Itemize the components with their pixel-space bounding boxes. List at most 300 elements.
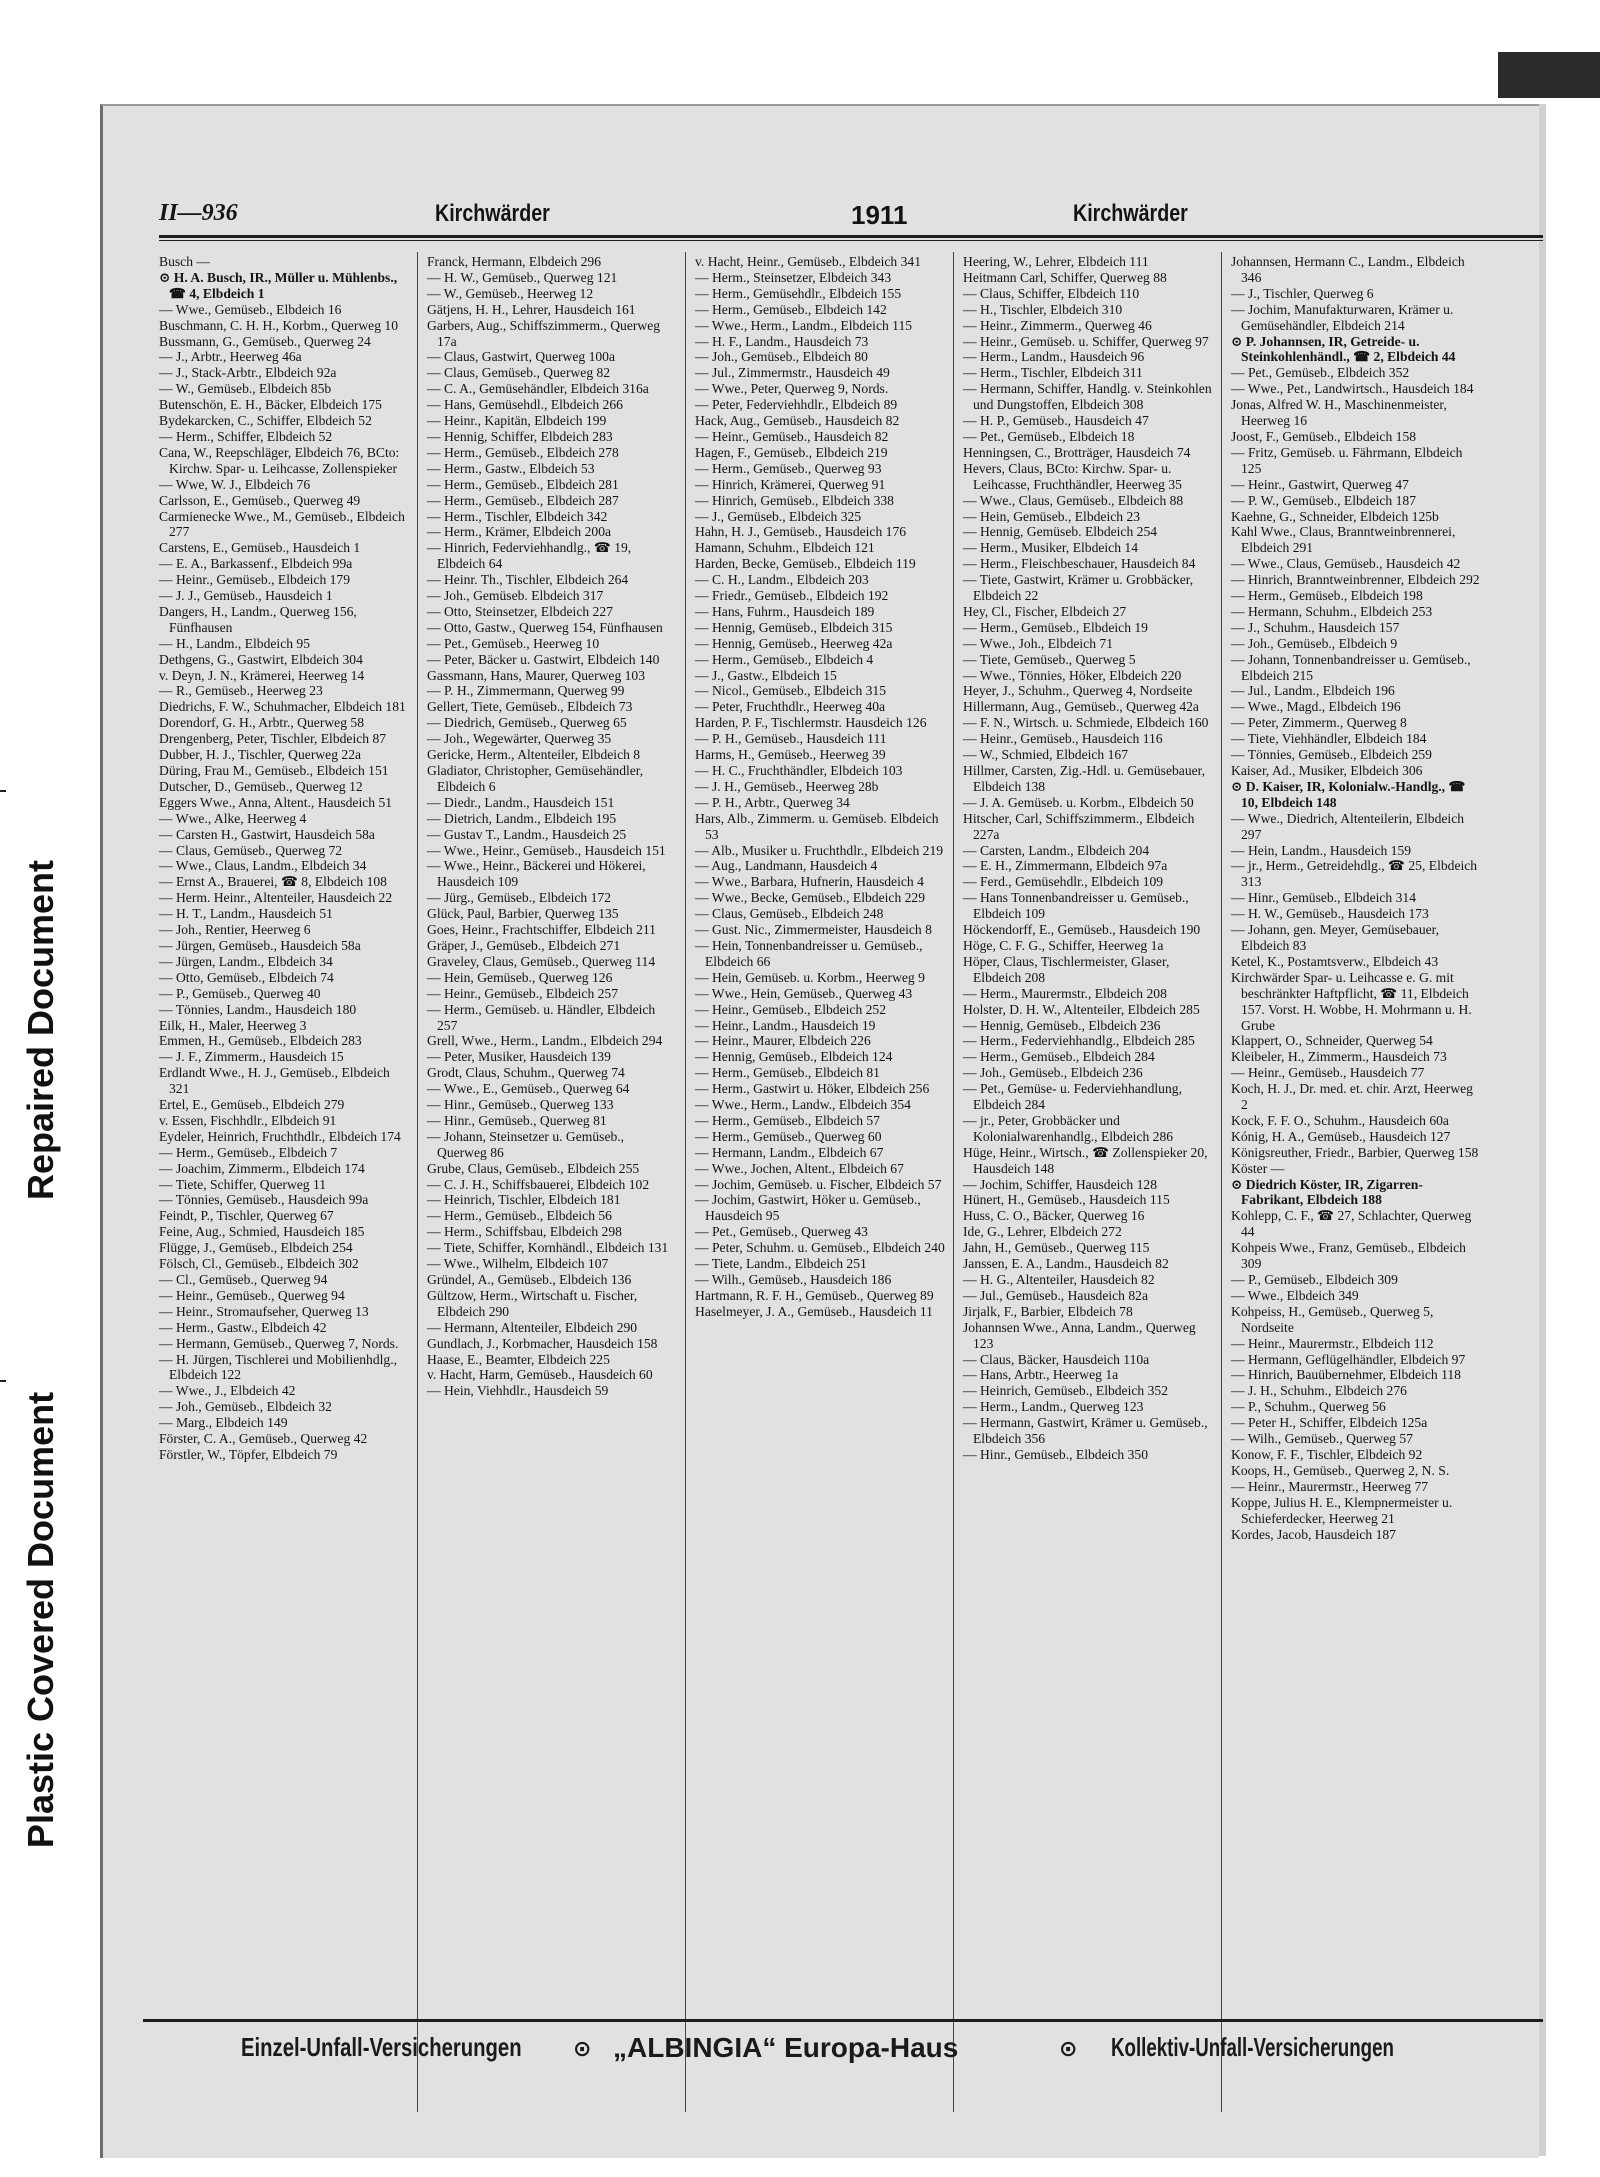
directory-entry: v. Hacht, Heinr., Gemüseb., Elbdeich 341 <box>695 254 922 269</box>
directory-entry: Johannsen Wwe., Anna, Landm., Querweg 123 <box>963 1319 1196 1351</box>
directory-entry: — Herm., Gemüseb., Elbdeich 198 <box>1231 588 1423 604</box>
directory-entry: — Fritz, Gemüseb. u. Fährmann, Elbdeich 125 <box>1231 444 1463 476</box>
directory-entry: — Joh., Wegewärter, Querweg 35 <box>427 731 612 747</box>
directory-entry: Kaiser, Ad., Musiker, Elbdeich 306 <box>1231 763 1423 778</box>
directory-entry: Dutscher, D., Gemüseb., Querweg 12 <box>159 778 363 794</box>
directory-entry: Hillmer, Carsten, Zig.-Hdl. u. Gemüsebauer, Elbdeich 138 <box>963 763 1206 794</box>
directory-entry: Harden, Becke, Gemüseb., Elbdeich 119 <box>695 556 916 572</box>
directory-entry: Carmienecke Wwe., M., Gemüseb., Elbdeich 277 <box>159 508 405 540</box>
directory-entry: — Herm., Krämer, Elbdeich 200a <box>427 524 612 540</box>
directory-entry: — Jürgen, Landm., Elbdeich 34 <box>159 953 333 969</box>
footer-separator: ⊙ <box>1059 2036 1078 2061</box>
directory-entry: Gellert, Tiete, Gemüseb., Elbdeich 73 <box>427 699 633 715</box>
directory-entry: — Jochim, Schiffer, Hausdeich 128 <box>963 1176 1158 1192</box>
directory-entry: — Heinr., Gemüseb., Hausdeich 116 <box>963 731 1163 747</box>
directory-entry: Kock, F. F. O., Schuhm., Hausdeich 60a <box>1231 1112 1449 1128</box>
directory-entry: Gladiator, Christopher, Gemüsehändler, Elbdeich 6 <box>427 763 644 794</box>
repaired-document-label: Repaired Document <box>20 859 61 1201</box>
directory-entry: Kohpeiss, H., Gemüseb., Querweg 5, Nordseite <box>1231 1303 1434 1335</box>
directory-entry: Heyer, J., Schuhm., Querweg 4, Nordseite <box>963 683 1193 699</box>
directory-entry: — Joh., Rentier, Heerweg 6 <box>159 922 311 938</box>
directory-entry: — Herm., Maurermstr., Elbdeich 208 <box>963 985 1167 1001</box>
column-divider <box>685 252 686 2112</box>
directory-entry: Hillermann, Aug., Gemüseb., Querweg 42a <box>963 699 1199 715</box>
directory-entry: — Hein, Tonnenbandreisser u. Gemüseb., Elbdeich 66 <box>695 937 923 969</box>
directory-entry: Buschmann, C. H. H., Korbm., Querweg 10 <box>159 317 398 333</box>
directory-entry: — Hennig, Schiffer, Elbdeich 283 <box>427 428 613 444</box>
directory-entry: Harms, H., Gemüseb., Heerweg 39 <box>695 747 886 763</box>
directory-entry: — Herm., Gemüseb., Elbdeich 142 <box>695 301 887 317</box>
directory-entry: — Hermann, Schuhm., Elbdeich 253 <box>1231 603 1433 619</box>
directory-entry: — Heinr. Th., Tischler, Elbdeich 264 <box>427 572 629 588</box>
directory-entry: Carlsson, E., Gemüseb., Querweg 49 <box>159 492 361 508</box>
directory-entry: — Wwe., Alke, Heerweg 4 <box>159 810 307 826</box>
directory-entry: — Wilh., Gemüseb., Hausdeich 186 <box>695 1272 892 1287</box>
directory-entry: Koppe, Julius H. E., Klempnermeister u. Schieferdecker, Heerweg 21 <box>1231 1494 1453 1526</box>
directory-entry: — Herm., Federviehhandlg., Elbdeich 285 <box>963 1033 1195 1049</box>
tick-mark <box>0 790 6 792</box>
directory-entry: — Tiete, Gastwirt, Krämer u. Grobbäcker, Elbdeich 22 <box>963 572 1194 604</box>
directory-entry: — Diedrich, Gemüseb., Querweg 65 <box>427 715 627 731</box>
directory-entry: Gundlach, J., Korbmacher, Hausdeich 158 <box>427 1335 658 1351</box>
directory-entry: — W., Schmied, Elbdeich 167 <box>963 747 1128 763</box>
directory-entry: Graveley, Claus, Gemüseb., Querweg 114 <box>427 953 656 969</box>
directory-entry: — Joachim, Zimmerm., Elbdeich 174 <box>159 1160 365 1176</box>
directory-entry: Busch — <box>159 254 210 269</box>
directory-entry: — Hinrich, Gemüseb., Elbdeich 338 <box>695 492 894 508</box>
directory-entry: — Herm. Heinr., Altenteiler, Hausdeich 22 <box>159 890 393 906</box>
directory-entry: Eydeler, Heinrich, Fruchthdlr., Elbdeich 174 <box>159 1128 401 1144</box>
directory-entry: — Peter, Musiker, Hausdeich 139 <box>427 1049 611 1065</box>
directory-entry: — Hennig, Gemüseb., Elbdeich 124 <box>695 1049 893 1065</box>
directory-entry: Feindt, P., Tischler, Querweg 67 <box>159 1208 334 1224</box>
directory-entry: — P., Gemüseb., Querweg 40 <box>159 985 321 1001</box>
directory-entry: Feine, Aug., Schmied, Hausdeich 185 <box>159 1224 365 1240</box>
directory-entry: — H. F., Landm., Hausdeich 73 <box>695 333 869 349</box>
directory-entry: — H. W., Gemüseb., Querweg 121 <box>427 269 618 285</box>
directory-entry: — H. T., Landm., Hausdeich 51 <box>159 906 333 922</box>
directory-entry: — Herm., Gemüseb., Elbdeich 4 <box>695 651 874 667</box>
directory-entry: — Peter, Federviehhdlr., Elbdeich 89 <box>695 397 898 413</box>
directory-entry: Gätjens, H. H., Lehrer, Hausdeich 161 <box>427 301 636 317</box>
directory-entry: — Jürgen, Gemüseb., Hausdeich 58a <box>159 937 361 953</box>
directory-entry: — H. W., Gemüseb., Hausdeich 173 <box>1231 906 1429 922</box>
directory-entry: — Hinrich, Krämerei, Querweg 91 <box>695 476 886 492</box>
directory-entry: — Herm., Gemüseb., Querweg 93 <box>695 460 882 476</box>
directory-entry: — J., Stack-Arbtr., Elbdeich 92a <box>159 365 337 381</box>
directory-entry: — Peter, Zimmerm., Querweg 8 <box>1231 715 1407 731</box>
directory-entry: — Johann, Steinsetzer u. Gemüseb., Querweg 86 <box>427 1128 625 1160</box>
directory-entry: — Wwe., Heinr., Bäckerei und Hökerei, Hausdeich 109 <box>427 858 646 890</box>
directory-column-4 <box>963 254 1213 1463</box>
directory-entry: Höge, C. F. G., Schiffer, Heerweg 1a <box>963 937 1164 953</box>
directory-entry: Drengenberg, Peter, Tischler, Elbdeich 87 <box>159 731 387 747</box>
directory-entry: ⊙ D. Kaiser, IR, Kolonialw.-Handlg., ☎ 10, Elbdeich 148 <box>1231 778 1466 810</box>
directory-entry: — Herm., Gastwirt u. Höker, Elbdeich 256 <box>695 1081 930 1097</box>
directory-entry: Ketel, K., Postamtsverw., Elbdeich 43 <box>1231 953 1439 969</box>
directory-entry: — Herm., Gemüseb., Elbdeich 56 <box>427 1208 612 1224</box>
directory-entry: Bussmann, G., Gemüseb., Querweg 24 <box>159 333 371 349</box>
directory-entry: — Wwe, W. J., Elbdeich 76 <box>159 476 311 492</box>
document-status-strip <box>0 780 82 1960</box>
directory-entry: — Wwe., Pet., Landwirtsch., Hausdeich 184 <box>1231 381 1474 397</box>
directory-entry: — Herm., Gemüseb., Elbdeich 7 <box>159 1144 338 1160</box>
directory-entry: — H. G., Altenteiler, Hausdeich 82 <box>963 1272 1155 1287</box>
directory-entry: — W., Gemüseb., Heerweg 12 <box>427 285 594 301</box>
directory-entry: — Herm., Tischler, Elbdeich 311 <box>963 365 1143 381</box>
directory-entry: — Joh., Gemüseb., Elbdeich 9 <box>1231 635 1398 651</box>
directory-entry: — Wwe., Diedrich, Altenteilerin, Elbdeich 297 <box>1231 810 1465 842</box>
directory-column-2 <box>427 254 677 1399</box>
directory-entry: — jr., Peter, Grobbäcker und Kolonialwarenhandlg., Elbdeich 286 <box>963 1112 1174 1144</box>
directory-entry: Fölsch, Cl., Gemüseb., Elbdeich 302 <box>159 1256 359 1272</box>
directory-entry: — Hans Tonnenbandreisser u. Gemüseb., Elbdeich 109 <box>963 890 1189 922</box>
directory-entry: Köster — <box>1231 1160 1285 1176</box>
directory-entry: — Herm., Gemüseb., Elbdeich 57 <box>695 1112 880 1128</box>
directory-entry: Haase, E., Beamter, Elbdeich 225 <box>427 1351 610 1367</box>
directory-entry: — Claus, Gastwirt, Querweg 100a <box>427 349 616 365</box>
directory-entry: Gültzow, Herm., Wirtschaft u. Fischer, Elbdeich 290 <box>427 1287 638 1319</box>
directory-entry: Hüge, Heinr., Wirtsch., ☎ Zollenspieker 20, Hausdeich 148 <box>963 1144 1208 1176</box>
directory-entry: — Wwe., Herm., Landm., Elbdeich 115 <box>695 317 913 333</box>
directory-entry: — Joh., Gemüseb., Elbdeich 32 <box>159 1399 332 1415</box>
directory-entry: — P., Schuhm., Querweg 56 <box>1231 1399 1386 1415</box>
directory-entry: Bydekarcken, C., Schiffer, Elbdeich 52 <box>159 413 372 429</box>
page-number: II—936 <box>159 200 238 226</box>
directory-entry: — C. J. H., Schiffsbauerei, Elbdeich 102 <box>427 1176 650 1192</box>
footer-center-text: „ALBINGIA“ Europa-Haus <box>613 2032 959 2063</box>
directory-entry: Gräper, J., Gemüseb., Elbdeich 271 <box>427 937 621 953</box>
header-rule-thin <box>159 240 1543 241</box>
directory-entry: Ide, G., Lehrer, Elbdeich 272 <box>963 1224 1122 1240</box>
directory-entry: — J., Gastw., Elbdeich 15 <box>695 667 837 683</box>
directory-entry: — Hinr., Gemüseb., Querweg 133 <box>427 1097 614 1113</box>
directory-entry: — Heinr., Gemüseb., Elbdeich 179 <box>159 572 351 588</box>
place-heading-right: Kirchwärder <box>1073 200 1188 227</box>
directory-entry: — H. P., Gemüseb., Hausdeich 47 <box>963 413 1149 429</box>
directory-entry: Kohpeis Wwe., Franz, Gemüseb., Elbdeich 309 <box>1231 1240 1466 1272</box>
directory-entry: Hamann, Schuhm., Elbdeich 121 <box>695 540 875 556</box>
advertisement-footer <box>143 2028 1543 2068</box>
directory-entry: — Hein, Landm., Hausdeich 159 <box>1231 842 1412 858</box>
directory-entry: — Hermann, Schiffer, Handlg. v. Steinkohlen und Dungstoffen, Elbdeich 308 <box>963 381 1212 413</box>
directory-entry: — Hein, Gemüseb., Querweg 126 <box>427 969 613 985</box>
directory-entry: — Hinr., Gemüseb., Elbdeich 314 <box>1231 890 1416 906</box>
directory-entry: Hevers, Claus, BCto: Kirchw. Spar- u. Leihcasse, Fruchthändler, Heerweg 35 <box>963 460 1182 492</box>
directory-entry: — Tiete, Viehhändler, Elbdeich 184 <box>1231 731 1427 747</box>
directory-entry: — Wwe., Claus, Landm., Elbdeich 34 <box>159 858 367 874</box>
directory-entry: — H. Jürgen, Tischlerei und Mobilienhdlg., Elbdeich 122 <box>159 1351 398 1383</box>
directory-entry: — P. H., Gemüseb., Hausdeich 111 <box>695 731 887 747</box>
directory-entry: — Herm., Landm., Querweg 123 <box>963 1399 1144 1415</box>
directory-entry: Gericke, Herm., Altenteiler, Elbdeich 8 <box>427 747 641 763</box>
directory-entry: — J. A. Gemüseb. u. Korbm., Elbdeich 50 <box>963 794 1194 810</box>
footer-rule <box>143 2019 1543 2022</box>
directory-entry: — Gustav T., Landm., Hausdeich 25 <box>427 826 627 842</box>
directory-page <box>100 104 1539 2158</box>
directory-column-5 <box>1231 254 1481 1542</box>
directory-entry: Gassmann, Hans, Maurer, Querweg 103 <box>427 667 646 683</box>
directory-entry: — Joh., Gemüseb., Elbdeich 80 <box>695 349 868 365</box>
directory-entry: Höckendorff, E., Gemüseb., Hausdeich 190 <box>963 922 1201 938</box>
column-divider <box>417 252 418 2112</box>
directory-entry: Holster, D. H. W., Altenteiler, Elbdeich 285 <box>963 1001 1200 1017</box>
directory-entry: Diedrichs, F. W., Schuhmacher, Elbdeich 181 <box>159 699 406 715</box>
directory-entry: — Hinrich, Federviehhandlg., ☎ 19, Elbdeich 64 <box>427 540 632 572</box>
directory-entry: — Pet., Gemüseb., Elbdeich 18 <box>963 428 1135 444</box>
directory-entry: Grell, Wwe., Herm., Landm., Elbdeich 294 <box>427 1033 663 1049</box>
directory-entry: — J., Tischler, Querweg 6 <box>1231 285 1374 301</box>
directory-entry: — P., Gemüseb., Elbdeich 309 <box>1231 1272 1398 1287</box>
directory-entry: — J., Gemüseb., Elbdeich 325 <box>695 508 862 524</box>
directory-entry: — Carsten, Landm., Elbdeich 204 <box>963 842 1150 858</box>
directory-entry: — Jul., Gemüseb., Hausdeich 82a <box>963 1287 1148 1303</box>
directory-entry: Jahn, H., Gemüseb., Querweg 115 <box>963 1240 1150 1256</box>
directory-entry: — Pet., Gemüse- u. Federviehhandlung, Elbdeich 284 <box>963 1081 1182 1113</box>
directory-entry: — Peter, Schuhm. u. Gemüseb., Elbdeich 240 <box>695 1240 945 1256</box>
directory-entry: — Herm., Gastw., Elbdeich 53 <box>427 460 595 476</box>
directory-entry: Harden, P. F., Tischlermstr. Hausdeich 126 <box>695 715 927 731</box>
directory-entry: — Heinr., Gemüseb., Hausdeich 82 <box>695 428 889 444</box>
directory-entry: — Heinr., Gemüseb. u. Schiffer, Querweg 97 <box>963 333 1209 349</box>
directory-entry: — Tönnies, Gemüseb., Elbdeich 259 <box>1231 747 1432 763</box>
directory-entry: — Herm., Steinsetzer, Elbdeich 343 <box>695 269 892 285</box>
directory-entry: Garbers, Aug., Schiffszimmerm., Querweg 17a <box>427 317 661 349</box>
directory-entry: — P. H., Arbtr., Querweg 34 <box>695 794 850 810</box>
directory-entry: — Ernst A., Brauerei, ☎ 8, Elbdeich 108 <box>159 874 387 890</box>
directory-entry: — Tiete, Gemüseb., Querweg 5 <box>963 651 1136 667</box>
directory-entry: — Wwe., Herm., Landw., Elbdeich 354 <box>695 1097 911 1113</box>
directory-entry: Ertel, E., Gemüseb., Elbdeich 279 <box>159 1097 345 1113</box>
directory-entry: Kaehne, G., Schneider, Elbdeich 125b <box>1231 508 1439 524</box>
footer-separator: ⊙ <box>573 2036 592 2061</box>
directory-entry: Hünert, H., Gemüseb., Hausdeich 115 <box>963 1192 1170 1208</box>
directory-entry: — Herm., Schiffer, Elbdeich 52 <box>159 428 333 444</box>
directory-entry: Förstler, W., Töpfer, Elbdeich 79 <box>159 1446 338 1462</box>
directory-entry: — Heinr., Maurermstr., Heerweg 77 <box>1231 1478 1429 1494</box>
directory-entry: — Otto, Gemüseb., Elbdeich 74 <box>159 969 334 985</box>
directory-entry: — Wwe., Peter, Querweg 9, Nords. <box>695 381 889 397</box>
directory-entry: — Dietrich, Landm., Elbdeich 195 <box>427 810 617 826</box>
directory-entry: Cana, W., Reepschläger, Elbdeich 76, BCto: Kirchw. Spar- u. Leihcasse, Zollenspieker <box>159 444 400 476</box>
directory-entry: Goes, Heinr., Frachtschiffer, Elbdeich 211 <box>427 922 656 938</box>
directory-entry: Jirjalk, F., Barbier, Elbdeich 78 <box>963 1303 1133 1319</box>
directory-entry: Höper, Claus, Tischlermeister, Glaser, Elbdeich 208 <box>963 953 1170 985</box>
directory-entry: — Herm., Gemüseb., Elbdeich 284 <box>963 1049 1155 1065</box>
directory-entry: — Hans, Fuhrm., Hausdeich 189 <box>695 603 875 619</box>
directory-entry: — J. F., Zimmerm., Hausdeich 15 <box>159 1049 344 1065</box>
directory-entry: — Cl., Gemüseb., Querweg 94 <box>159 1272 328 1287</box>
footer-right-text: Kollektiv-Unfall-Versicherungen <box>1111 2032 1394 2062</box>
directory-entry: Kirchwärder Spar- u. Leihcasse e. G. mit beschränkter Haftpflicht, ☎ 11, Elbdeich 157. Vorst. H. Wobbe, H. Mohrmann u. H. Grube <box>1231 969 1472 1033</box>
directory-entry: — Heinr., Gemüseb., Hausdeich 77 <box>1231 1065 1425 1081</box>
directory-entry: — Diedr., Landm., Hausdeich 151 <box>427 794 615 810</box>
directory-entry: — Gust. Nic., Zimmermeister, Hausdeich 8 <box>695 922 932 938</box>
directory-entry: Dangers, H., Landm., Querweg 156, Fünfhausen <box>159 603 357 635</box>
directory-entry: — Heinr., Zimmerm., Querweg 46 <box>963 317 1152 333</box>
directory-entry: Kónig, H. A., Gemüseb., Hausdeich 127 <box>1231 1128 1451 1144</box>
directory-entry: — Joh., Gemüseb. Elbdeich 317 <box>427 588 604 604</box>
page-header <box>159 200 1543 236</box>
directory-entry: — Herm., Landm., Hausdeich 96 <box>963 349 1145 365</box>
directory-entry: — Wwe., Magd., Elbdeich 196 <box>1231 699 1401 715</box>
directory-entry: — Pet., Gemüseb., Heerweg 10 <box>427 635 600 651</box>
directory-entry: — Hein, Gemüseb., Elbdeich 23 <box>963 508 1141 524</box>
directory-entry: v. Essen, Fischhdlr., Elbdeich 91 <box>159 1112 337 1128</box>
directory-entry: — Wwe., Elbdeich 349 <box>1231 1287 1359 1303</box>
directory-entry: — Wwe., Becke, Gemüseb., Elbdeich 229 <box>695 890 926 906</box>
directory-entry: Huss, C. O., Bäcker, Querweg 16 <box>963 1208 1145 1224</box>
directory-entry: Düring, Frau M., Gemüseb., Elbdeich 151 <box>159 763 389 778</box>
directory-entry: — Heinr., Gemüseb., Elbdeich 257 <box>427 985 619 1001</box>
directory-entry: ⊙ P. Johannsen, IR, Getreide- u. Steinkohlenhändl., ☎ 2, Elbdeich 44 <box>1231 333 1456 365</box>
directory-entry: — Jochim, Gemüseb. u. Fischer, Elbdeich 57 <box>695 1176 942 1192</box>
directory-entry: — Jochim, Manufakturwaren, Krämer u. Gemüsehändler, Elbdeich 214 <box>1231 301 1454 333</box>
directory-entry: — Peter, Fruchthdlr., Heerweg 40a <box>695 699 886 715</box>
directory-entry: — Wwe., E., Gemüseb., Querweg 64 <box>427 1081 630 1097</box>
directory-entry: Carstens, E., Gemüseb., Hausdeich 1 <box>159 540 361 556</box>
directory-entry: Königsreuther, Friedr., Barbier, Querweg 158 <box>1231 1144 1479 1160</box>
directory-entry: — Friedr., Gemüseb., Elbdeich 192 <box>695 588 889 604</box>
year-heading: 1911 <box>851 200 908 230</box>
directory-entry: Dorendorf, G. H., Arbtr., Querweg 58 <box>159 715 364 731</box>
directory-entry: — Hans, Arbtr., Heerweg 1a <box>963 1367 1119 1383</box>
directory-entry: — W., Gemüseb., Elbdeich 85b <box>159 381 332 397</box>
directory-entry: ⊙ Diedrich Köster, IR, Zigarren-Fabrikant, Elbdeich 188 <box>1231 1176 1423 1208</box>
directory-entry: Koch, H. J., Dr. med. et. chir. Arzt, Heerweg 2 <box>1231 1081 1473 1113</box>
directory-entry: — J., Arbtr., Heerweg 46a <box>159 349 302 365</box>
directory-entry: — Marg., Elbdeich 149 <box>159 1415 288 1431</box>
directory-entry: Heitmann Carl, Schiffer, Querweg 88 <box>963 269 1167 285</box>
directory-entry: v. Hacht, Harm, Gemüseb., Hausdeich 60 <box>427 1367 653 1383</box>
directory-entry: Hitscher, Carl, Schiffszimmerm., Elbdeich 227a <box>963 810 1195 842</box>
directory-entry: Flügge, J., Gemüseb., Elbdeich 254 <box>159 1240 353 1256</box>
directory-entry: — Herm., Gemüseb., Elbdeich 81 <box>695 1065 880 1081</box>
directory-entry: — C. H., Landm., Elbdeich 203 <box>695 572 869 588</box>
directory-entry: — Herm., Gemüsehdlr., Elbdeich 155 <box>695 285 902 301</box>
directory-entry: — Hein, Viehhdlr., Hausdeich 59 <box>427 1383 609 1399</box>
directory-entry: Hack, Aug., Gemüseb., Hausdeich 82 <box>695 413 900 429</box>
directory-entry: Grube, Claus, Gemüseb., Elbdeich 255 <box>427 1160 640 1176</box>
directory-entry: — Tiete, Schiffer, Querweg 11 <box>159 1176 327 1192</box>
directory-entry: — Wwe., Hein, Gemüseb., Querweg 43 <box>695 985 913 1001</box>
directory-entry: Gründel, A., Gemüseb., Elbdeich 136 <box>427 1272 632 1287</box>
directory-entry: — Herm., Gemüseb., Querweg 60 <box>695 1128 882 1144</box>
directory-entry: — Herm., Gastw., Elbdeich 42 <box>159 1319 327 1335</box>
directory-entry: — Wwe., Barbara, Hufnerin, Hausdeich 4 <box>695 874 924 890</box>
header-rule <box>159 235 1543 238</box>
directory-entry: Hartmann, R. F. H., Gemüseb., Querweg 89 <box>695 1287 934 1303</box>
directory-entry: — Wilh., Gemüseb., Querweg 57 <box>1231 1431 1413 1447</box>
directory-entry: — Heinr., Landm., Hausdeich 19 <box>695 1017 876 1033</box>
directory-entry: Kahl Wwe., Claus, Branntweinbrennerei, Elbdeich 291 <box>1231 524 1456 556</box>
directory-entry: Kohlepp, C. F., ☎ 27, Schlachter, Querweg 44 <box>1231 1208 1472 1240</box>
directory-entry: — Claus, Schiffer, Elbdeich 110 <box>963 285 1140 301</box>
directory-entry: — E. A., Barkassenf., Elbdeich 99a <box>159 556 353 572</box>
directory-entry: — Johann, gen. Meyer, Gemüsebauer, Elbdeich 83 <box>1231 922 1440 953</box>
directory-entry: — Alb., Musiker u. Fruchthdlr., Elbdeich 219 <box>695 842 944 858</box>
directory-entry: — H., Tischler, Elbdeich 310 <box>963 301 1123 317</box>
directory-entry: — J. J., Gemüseb., Hausdeich 1 <box>159 588 333 604</box>
directory-entry: — Herm., Gemüseb., Elbdeich 281 <box>427 476 619 492</box>
directory-entry: — Herm., Tischler, Elbdeich 342 <box>427 508 608 524</box>
directory-entry: Klappert, O., Schneider, Querweg 54 <box>1231 1033 1433 1049</box>
directory-entry: Förster, C. A., Gemüseb., Querweg 42 <box>159 1431 368 1447</box>
directory-entry: — F. N., Wirtsch. u. Schmiede, Elbdeich 160 <box>963 715 1209 731</box>
directory-entry: Joost, F., Gemüseb., Elbdeich 158 <box>1231 428 1417 444</box>
directory-entry: — J. H., Gemüseb., Heerweg 28b <box>695 778 879 794</box>
directory-entry: — Heinr., Gemüseb., Querweg 94 <box>159 1287 345 1303</box>
directory-entry: — Hermann, Geflügelhändler, Elbdeich 97 <box>1231 1351 1466 1367</box>
directory-entry: Hars, Alb., Zimmerm. u. Gemüseb. Elbdeich 53 <box>695 810 939 842</box>
directory-entry: — Hinrich, Branntweinbrenner, Elbdeich 292 <box>1231 572 1480 588</box>
directory-entry: — Aug., Landmann, Hausdeich 4 <box>695 858 878 874</box>
directory-entry: — Herm., Gemüseb., Elbdeich 278 <box>427 444 619 460</box>
directory-entry: — Nicol., Gemüseb., Elbdeich 315 <box>695 683 887 699</box>
directory-entry: — Heinr., Gemüseb., Elbdeich 252 <box>695 1001 887 1017</box>
directory-entry: — Otto, Steinsetzer, Elbdeich 227 <box>427 603 613 619</box>
directory-entry: — Heinr., Gastwirt, Querweg 47 <box>1231 476 1409 492</box>
directory-entry: Koops, H., Gemüseb., Querweg 2, N. S. <box>1231 1462 1450 1478</box>
directory-entry: Hagen, F., Gemüseb., Elbdeich 219 <box>695 444 888 460</box>
directory-entry: — Jochim, Gastwirt, Höker u. Gemüseb., Hausdeich 95 <box>695 1192 921 1224</box>
directory-entry: — Wwe., Heinr., Gemüseb., Hausdeich 151 <box>427 842 666 858</box>
directory-entry: — Hennig, Gemüseb., Elbdeich 315 <box>695 619 893 635</box>
directory-entry: — Pet., Gemüseb., Elbdeich 352 <box>1231 365 1410 381</box>
directory-entry: — Wwe., Claus, Gemüseb., Elbdeich 88 <box>963 492 1184 508</box>
directory-entry: Franck, Hermann, Elbdeich 296 <box>427 254 602 269</box>
directory-entry: — Heinrich, Tischler, Elbdeich 181 <box>427 1192 621 1208</box>
directory-entry: — Wwe., Joh., Elbdeich 71 <box>963 635 1114 651</box>
directory-entry: Eilk, H., Maler, Heerweg 3 <box>159 1017 307 1033</box>
directory-entry: — Hennig, Gemüseb., Elbdeich 236 <box>963 1017 1161 1033</box>
directory-entry: — Claus, Gemüseb., Elbdeich 248 <box>695 906 884 922</box>
place-heading-left: Kirchwärder <box>435 200 550 227</box>
directory-entry: Konow, F. F., Tischler, Elbdeich 92 <box>1231 1446 1423 1462</box>
directory-entry: — Jürg., Gemüseb., Elbdeich 172 <box>427 890 611 906</box>
directory-entry: — Tönnies, Landm., Hausdeich 180 <box>159 1001 357 1017</box>
directory-entry: Erdlandt Wwe., H. J., Gemüseb., Elbdeich 321 <box>159 1065 390 1097</box>
directory-entry: Kleibeler, H., Zimmerm., Hausdeich 73 <box>1231 1049 1447 1065</box>
directory-entry: — R., Gemüseb., Heerweg 23 <box>159 683 323 699</box>
directory-entry: — Herm., Fleischbeschauer, Hausdeich 84 <box>963 556 1196 572</box>
directory-entry: — E. H., Zimmermann, Elbdeich 97a <box>963 858 1168 874</box>
directory-entry: — J., Schuhm., Hausdeich 157 <box>1231 619 1400 635</box>
directory-entry: Heering, W., Lehrer, Elbdeich 111 <box>963 254 1149 269</box>
scanner-dark-corner <box>1498 52 1600 98</box>
directory-entry: — H. C., Fruchthändler, Elbdeich 103 <box>695 763 903 778</box>
directory-entry: — H., Landm., Elbdeich 95 <box>159 635 311 651</box>
directory-entry: Butenschön, E. H., Bäcker, Elbdeich 175 <box>159 397 382 413</box>
column-divider <box>1221 252 1222 2112</box>
directory-entry: — Hinrich, Bauübernehmer, Elbdeich 118 <box>1231 1367 1461 1383</box>
directory-entry: — Claus, Gemüseb., Querweg 72 <box>159 842 343 858</box>
directory-entry: — Jul., Landm., Elbdeich 196 <box>1231 683 1395 699</box>
directory-entry: Hey, Cl., Fischer, Elbdeich 27 <box>963 603 1127 619</box>
directory-entry: Dethgens, G., Gastwirt, Elbdeich 304 <box>159 651 363 667</box>
directory-entry: — P. W., Gemüseb., Elbdeich 187 <box>1231 492 1417 508</box>
directory-entry: — Herm., Gemüseb., Elbdeich 287 <box>427 492 619 508</box>
directory-entry: — Ferd., Gemüsehdlr., Elbdeich 109 <box>963 874 1164 890</box>
directory-entry: — Hans, Gemüsehdl., Elbdeich 266 <box>427 397 623 413</box>
directory-entry: — Peter H., Schiffer, Elbdeich 125a <box>1231 1415 1428 1431</box>
directory-entry: — Heinr., Maurermstr., Elbdeich 112 <box>1231 1335 1434 1351</box>
directory-entry: — Johann, Tonnenbandreisser u. Gemüseb., Elbdeich 215 <box>1231 651 1471 683</box>
directory-entry: — Claus, Gemüseb., Querweg 82 <box>427 365 611 381</box>
directory-entry: — Herm., Musiker, Elbdeich 14 <box>963 540 1139 556</box>
directory-column-3 <box>695 254 945 1320</box>
directory-entry: Hahn, H. J., Gemüseb., Hausdeich 176 <box>695 524 907 540</box>
